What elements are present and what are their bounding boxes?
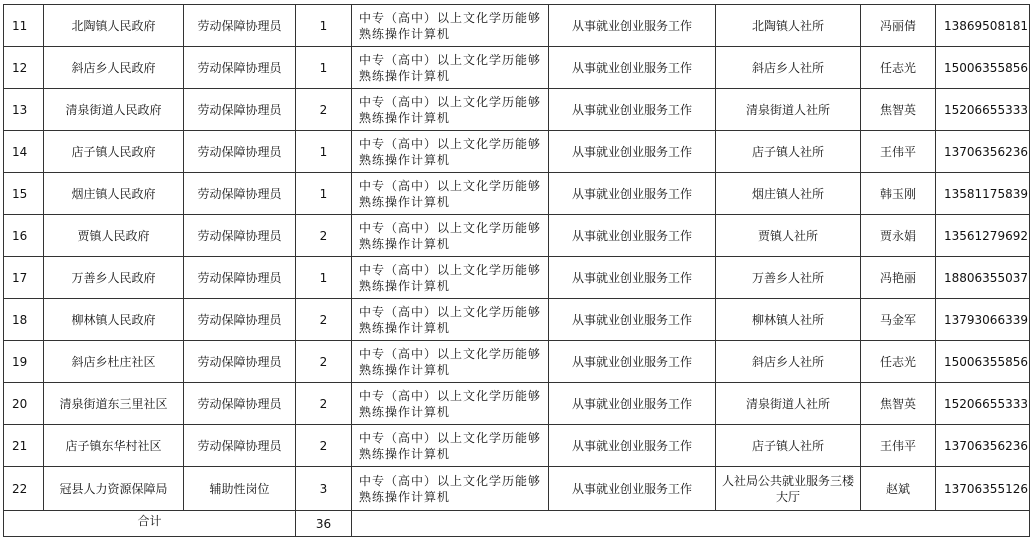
row-number: 19: [4, 341, 44, 383]
row-number: 12: [4, 47, 44, 89]
row-number: 17: [4, 257, 44, 299]
table-row: [4, 467, 1030, 511]
job-duty: 从事就业创业服务工作: [549, 341, 716, 383]
position-name: 劳动保障协理员: [184, 215, 296, 257]
contact-phone: 15006355856: [936, 341, 1030, 383]
work-location: 万善乡人社所: [716, 257, 861, 299]
headcount: 3: [296, 467, 352, 511]
requirement: 中专（高中）以上文化学历能够熟练操作计算机: [352, 341, 549, 383]
contact-phone: 13706356236: [936, 425, 1030, 467]
contact-phone: 13706355126: [936, 467, 1030, 511]
headcount: 1: [296, 5, 352, 47]
total-row: [4, 511, 1030, 537]
table-row: [4, 89, 1030, 131]
row-number: 14: [4, 131, 44, 173]
contact-phone: 13793066339: [936, 299, 1030, 341]
table-row: [4, 383, 1030, 425]
position-name: 劳动保障协理员: [184, 131, 296, 173]
row-number: 21: [4, 425, 44, 467]
position-name: 劳动保障协理员: [184, 5, 296, 47]
requirement: 中专（高中）以上文化学历能够熟练操作计算机: [352, 89, 549, 131]
position-name: 劳动保障协理员: [184, 425, 296, 467]
contact-phone: 15206655333: [936, 89, 1030, 131]
employer-unit: 店子镇人民政府: [44, 131, 184, 173]
row-number: 13: [4, 89, 44, 131]
recruitment-table: [3, 4, 1030, 537]
job-duty: 从事就业创业服务工作: [549, 173, 716, 215]
table-row: [4, 257, 1030, 299]
contact-person: 赵斌: [861, 467, 936, 511]
table-row: [4, 299, 1030, 341]
table-row: [4, 5, 1030, 47]
headcount: 2: [296, 383, 352, 425]
contact-person: 韩玉刚: [861, 173, 936, 215]
row-number: 22: [4, 467, 44, 511]
work-location: 北陶镇人社所: [716, 5, 861, 47]
employer-unit: 斜店乡杜庄社区: [44, 341, 184, 383]
job-duty: 从事就业创业服务工作: [549, 383, 716, 425]
contact-person: 王伟平: [861, 425, 936, 467]
job-duty: 从事就业创业服务工作: [549, 425, 716, 467]
position-name: 劳动保障协理员: [184, 341, 296, 383]
requirement: 中专（高中）以上文化学历能够熟练操作计算机: [352, 173, 549, 215]
total-label: 合计: [4, 511, 296, 537]
total-count: 36: [296, 511, 352, 537]
job-duty: 从事就业创业服务工作: [549, 467, 716, 511]
requirement: 中专（高中）以上文化学历能够熟练操作计算机: [352, 383, 549, 425]
work-location: 清泉街道人社所: [716, 383, 861, 425]
contact-phone: 15006355856: [936, 47, 1030, 89]
job-duty: 从事就业创业服务工作: [549, 89, 716, 131]
job-duty: 从事就业创业服务工作: [549, 257, 716, 299]
contact-person: 马金军: [861, 299, 936, 341]
employer-unit: 万善乡人民政府: [44, 257, 184, 299]
position-name: 劳动保障协理员: [184, 173, 296, 215]
contact-phone: 18806355037: [936, 257, 1030, 299]
total-empty: [352, 511, 1030, 537]
employer-unit: 烟庄镇人民政府: [44, 173, 184, 215]
position-name: 劳动保障协理员: [184, 47, 296, 89]
headcount: 2: [296, 299, 352, 341]
job-duty: 从事就业创业服务工作: [549, 131, 716, 173]
contact-person: 焦智英: [861, 89, 936, 131]
contact-person: 任志光: [861, 341, 936, 383]
headcount: 2: [296, 425, 352, 467]
work-location: 斜店乡人社所: [716, 47, 861, 89]
employer-unit: 贾镇人民政府: [44, 215, 184, 257]
table-row: [4, 215, 1030, 257]
requirement: 中专（高中）以上文化学历能够熟练操作计算机: [352, 299, 549, 341]
row-number: 20: [4, 383, 44, 425]
requirement: 中专（高中）以上文化学历能够熟练操作计算机: [352, 5, 549, 47]
work-location: 烟庄镇人社所: [716, 173, 861, 215]
requirement: 中专（高中）以上文化学历能够熟练操作计算机: [352, 131, 549, 173]
work-location: 柳林镇人社所: [716, 299, 861, 341]
headcount: 1: [296, 47, 352, 89]
employer-unit: 冠县人力资源保障局: [44, 467, 184, 511]
job-duty: 从事就业创业服务工作: [549, 215, 716, 257]
position-name: 劳动保障协理员: [184, 383, 296, 425]
work-location: 贾镇人社所: [716, 215, 861, 257]
headcount: 2: [296, 89, 352, 131]
job-duty: 从事就业创业服务工作: [549, 47, 716, 89]
table-row: [4, 131, 1030, 173]
contact-phone: 13869508181: [936, 5, 1030, 47]
headcount: 1: [296, 131, 352, 173]
position-name: 辅助性岗位: [184, 467, 296, 511]
position-name: 劳动保障协理员: [184, 299, 296, 341]
job-duty: 从事就业创业服务工作: [549, 299, 716, 341]
headcount: 2: [296, 341, 352, 383]
headcount: 1: [296, 173, 352, 215]
headcount: 2: [296, 215, 352, 257]
table-row: [4, 47, 1030, 89]
table-row: [4, 341, 1030, 383]
contact-phone: 15206655333: [936, 383, 1030, 425]
headcount: 1: [296, 257, 352, 299]
contact-person: 王伟平: [861, 131, 936, 173]
contact-person: 焦智英: [861, 383, 936, 425]
employer-unit: 清泉街道人民政府: [44, 89, 184, 131]
contact-phone: 13581175839: [936, 173, 1030, 215]
row-number: 11: [4, 5, 44, 47]
contact-person: 任志光: [861, 47, 936, 89]
requirement: 中专（高中）以上文化学历能够熟练操作计算机: [352, 425, 549, 467]
row-number: 18: [4, 299, 44, 341]
contact-phone: 13706356236: [936, 131, 1030, 173]
contact-person: 贾永娟: [861, 215, 936, 257]
table-row: [4, 173, 1030, 215]
work-location: 人社局公共就业服务三楼大厅: [716, 467, 861, 511]
requirement: 中专（高中）以上文化学历能够熟练操作计算机: [352, 257, 549, 299]
contact-person: 冯艳丽: [861, 257, 936, 299]
employer-unit: 北陶镇人民政府: [44, 5, 184, 47]
work-location: 店子镇人社所: [716, 131, 861, 173]
contact-person: 冯丽倩: [861, 5, 936, 47]
job-duty: 从事就业创业服务工作: [549, 5, 716, 47]
table-row: [4, 425, 1030, 467]
work-location: 清泉街道人社所: [716, 89, 861, 131]
requirement: 中专（高中）以上文化学历能够熟练操作计算机: [352, 467, 549, 511]
row-number: 16: [4, 215, 44, 257]
work-location: 斜店乡人社所: [716, 341, 861, 383]
contact-phone: 13561279692: [936, 215, 1030, 257]
position-name: 劳动保障协理员: [184, 89, 296, 131]
requirement: 中专（高中）以上文化学历能够熟练操作计算机: [352, 47, 549, 89]
employer-unit: 斜店乡人民政府: [44, 47, 184, 89]
position-name: 劳动保障协理员: [184, 257, 296, 299]
employer-unit: 清泉街道东三里社区: [44, 383, 184, 425]
employer-unit: 店子镇东华村社区: [44, 425, 184, 467]
work-location: 店子镇人社所: [716, 425, 861, 467]
requirement: 中专（高中）以上文化学历能够熟练操作计算机: [352, 215, 549, 257]
row-number: 15: [4, 173, 44, 215]
employer-unit: 柳林镇人民政府: [44, 299, 184, 341]
